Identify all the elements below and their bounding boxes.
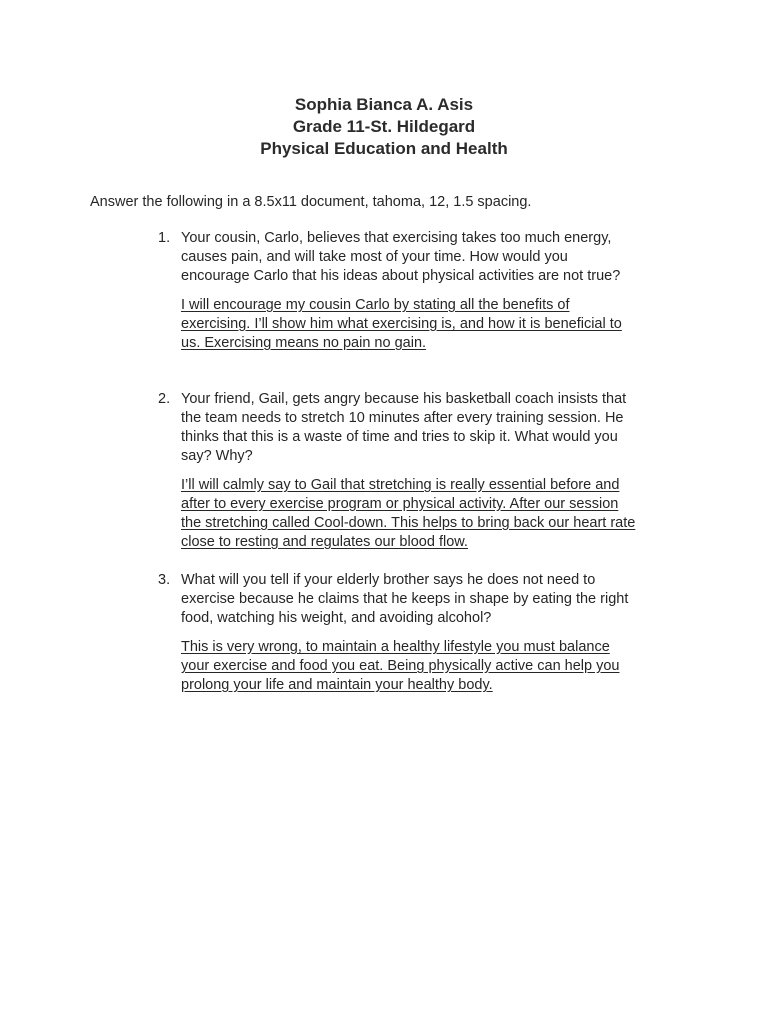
answer-text: I will encourage my cousin Carlo by stating all the benefits of exercising. I’ll show him what exercising is, and how it is beneficial to us. Exercising means no pain no gain. [181,297,622,351]
question-number: 3. [158,572,171,588]
instructions: Answer the following in a 8.5x11 document, tahoma, 12, 1.5 spacing. [90,194,532,210]
grade-section: Grade 11-St. Hildegard [292,117,476,136]
question-item-3 [158,571,638,695]
question-text: What will you tell if your elderly brother says he does not need to exercise because he claims that he keeps in shape by eating the right food, watching his weight, and avoiding alcohol? [181,572,629,626]
question-text: Your friend, Gail, gets angry because his basketball coach insists that the team needs to stretch 10 minutes after every training session. He thinks that this is a waste of time and tries to skip it. What would you say? Why? [181,391,627,464]
question-number: 1. [158,230,171,246]
question-text: Your cousin, Carlo, believes that exercising takes too much energy, causes pain, and will take most of your time. How would you encourage Carlo that his ideas about physical activities are not true? [181,230,621,284]
question-item-1 [158,229,638,353]
author-name: Sophia Bianca A. Asis [294,95,474,114]
document-header [0,94,768,160]
question-item-2 [158,390,638,552]
answer-text: I’ll will calmly say to Gail that stretching is really essential before and after to every exercise program or physical activity. After our session the stretching called Cool-down. This helps to bring back our heart rate close to resting and regulates our blood flow. [181,477,636,550]
subject-title: Physical Education and Health [260,139,508,158]
answer-text: This is very wrong, to maintain a healthy lifestyle you must balance your exercise and food you eat. Being physically active can help you prolong your life and maintain your healthy body. [181,639,620,693]
question-number: 2. [158,391,171,407]
